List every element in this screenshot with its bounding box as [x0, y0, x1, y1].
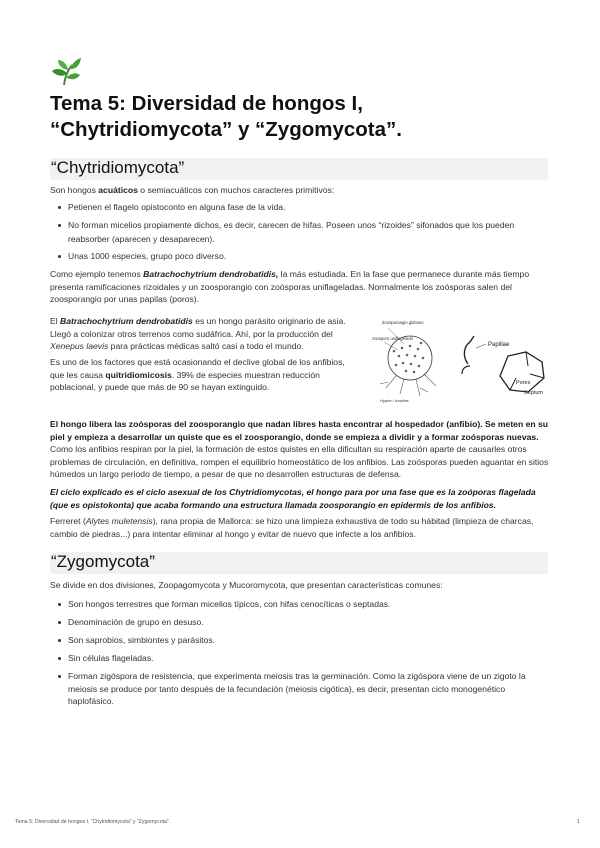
list-item-text: Denominación de grupo en desuso. [68, 617, 204, 627]
ferreret-paragraph [50, 515, 550, 540]
text: Llegó a colonizar otros terrenos como sudáfrica. Ahí, por la producción del [50, 328, 333, 339]
decline-paragraph [50, 356, 350, 394]
text: para prácticas médicas saltó casi a todo el mundo. [108, 341, 304, 351]
text: Ferreret ( [50, 516, 86, 526]
footer-title: Tema 5: Diversidad de hongos I, “Chytridiomycota” y “Zygomycota”. [15, 819, 171, 825]
text: cambio de piedras...) para intentar eliminar al hongo y evitar de nuevo que infecte a los anfibios. [50, 528, 416, 539]
text: húmedos un largo periodo de tiempo, a pesar de que no desarrollen estructuras de defensa. [50, 469, 402, 479]
respiration-paragraph [50, 443, 550, 481]
chytridio-intro [50, 184, 550, 197]
species-name: Alytes muletensis [85, 516, 153, 526]
leaf-icon [50, 57, 82, 87]
text: El [50, 316, 61, 326]
text: la más estudiada. En la fase que permanece durante más tiempo [278, 269, 530, 279]
text: presenta ramificaciones rizoidales y un zoosporangio con zoósporas uniflageladas. Normalmente los zoósporas salen del [50, 281, 512, 292]
text: ), rana propia de Mallorca: se hizo una limpieza exhaustiva de todo su hábitad (limpieza de charcas, [152, 516, 534, 526]
text: El hongo libera las zoósporas del zoosporangio que nadan libres hasta encontrar al hospedador (anfibio). Se meten en su [50, 419, 549, 429]
page-number: 1 [577, 819, 580, 825]
origin-paragraph [50, 315, 350, 353]
cycle-summary-paragraph [50, 486, 550, 511]
bullet-icon [58, 603, 61, 606]
list-item-text: Petienen el flagelo opistoconto en alguna fase de la vida. [68, 202, 286, 212]
list-item-text [68, 670, 548, 708]
list-item-text: Sin células flageladas. [68, 653, 154, 663]
bullet-icon [58, 621, 61, 624]
list-item-text: Unas 1000 especies, grupo poco diverso. [68, 251, 227, 261]
bullet-icon [58, 206, 61, 209]
intro-text: Son hongos [50, 185, 99, 195]
document-title [50, 91, 560, 143]
figure-label-rizoides: Hyphe / rizoides [380, 398, 409, 403]
text: . 39% de especies muestran reducción [171, 369, 320, 380]
figure-label-pores: Pores [516, 380, 531, 386]
disease-name: quitridiomicosis [105, 369, 172, 380]
papillae-drawing [462, 336, 486, 374]
list-item-text: No forman micelios propiamente dichos, es decir, carecen de hifas. Poseen unos “rizoides” sifonados que los pueden [68, 220, 515, 230]
text: haplofásico. [68, 696, 114, 706]
list-item-text: Son hongos terrestres que forman micelios típicos, con hifas cenocíticas o septadas. [68, 599, 391, 609]
text: problemas de circulación, en definitiva, rompen el equilibrio homeostático de los anfibios. Las zoósporas pueden aguantar en sitios [50, 456, 549, 467]
text: meiosis se produce por tanto después de la fecundación (meiosis cigótica), es decir, presentan ciclo monogenético [68, 683, 506, 694]
figure-label-papillae: Papillae [488, 342, 510, 348]
example-paragraph [50, 268, 550, 306]
bullet-icon [58, 675, 61, 678]
chytrid-figure [358, 316, 550, 406]
zygo-intro: Se divide en dos divisiones, Zoopagomycota y Mucoromycota, que presentan características comunes: [50, 580, 443, 590]
bullet-icon [58, 639, 61, 642]
species-name: Batrachochytrium dendrobatidis [60, 316, 193, 326]
bullet-icon [58, 255, 61, 258]
text: El ciclo explicado es el ciclo asexual de los Chytridiomycotas, el hongo para por una fase que es la zoóporas flagelada [50, 487, 536, 497]
title-line-2: “Chytridiomycota” y “Zygomycota”. [50, 118, 402, 141]
species-name: Batrachochytrium dendrobatidis, [143, 269, 279, 279]
list-item-text: Son saprobios, simbiontes y parásitos. [68, 635, 216, 645]
figure-label-septum: Septum [524, 390, 543, 396]
intro-bold: acuáticos [98, 185, 138, 195]
text: poblacional, y puede que más de 90 se hayan extinguido. [50, 382, 270, 392]
title-line-1: Tema 5: Diversidad de hongos I, [50, 92, 363, 115]
figure-label-zoospora: zoosporo uniflagelado [372, 336, 413, 341]
text: Es uno de los factores que está ocasionando el declive global de los anfibios, [50, 357, 345, 367]
text: que les causa [50, 369, 106, 380]
list-item-text: reabsorber (aparecen y desaparecen). [68, 234, 215, 244]
text: zoosporangio por unas papilas (poros). [50, 294, 200, 304]
text: es un hongo parásito originario de asia. [192, 316, 346, 326]
bullet-icon [58, 657, 61, 660]
species-name: Xenepus laevis [50, 341, 109, 351]
text: (que es opistokonta) que acaba formando una estructura llamada zoosporangio en epidermis de los anfibios. [50, 499, 497, 510]
text: Forman zigóspora de resistencia, que experimenta meiosis tras la germinación. Como la zigóspora viene de un zigoto la [68, 671, 526, 681]
intro-text-end: o semiacuáticos con muchos caracteres primitivos: [137, 185, 335, 195]
figure-label-zoosporangio: Zoosporangio globoso [382, 320, 424, 325]
bullet-icon [58, 224, 61, 227]
section-heading-zygo: “Zygomycota” [51, 552, 155, 571]
section-heading-chytridio: “Chytridiomycota” [51, 158, 185, 177]
host-entry-paragraph [50, 418, 550, 443]
text: Como los anfibios respiran por la piel, la formación de estos quistes en ella dificultan su respiración aparte de causarles otros [50, 444, 527, 454]
text: Como ejemplo tenemos [50, 269, 144, 279]
text: piel y empieza a desarrollar un quiste que es el zoosporangio, donde se empieza a dividir y a formar zoósporas nuevas. [50, 431, 539, 442]
pores-septum-drawing [500, 352, 544, 392]
